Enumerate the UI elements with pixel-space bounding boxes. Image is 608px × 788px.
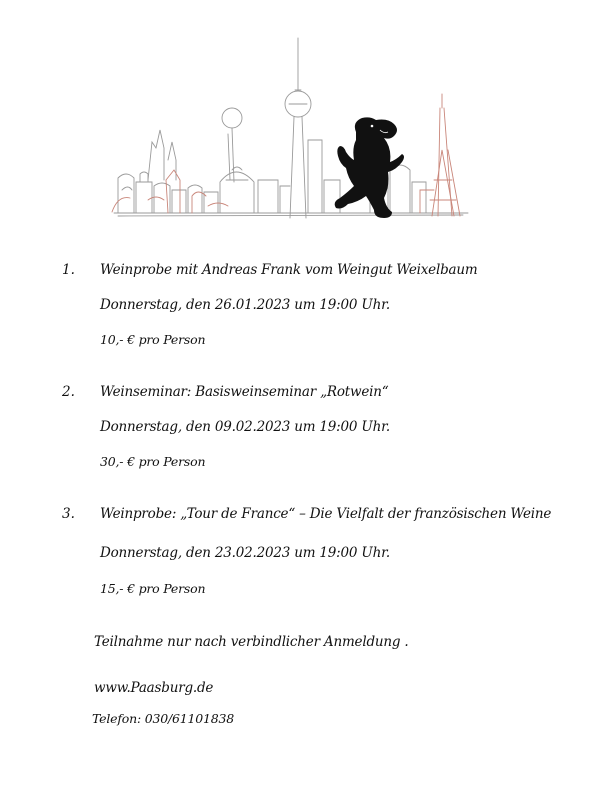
event-date: Donnerstag, den 09.02.2023 um 19:00 Uhr. <box>100 419 390 435</box>
website-link[interactable]: www.Paasburg.de <box>94 680 214 696</box>
phone-number: Telefon: 030/61101838 <box>92 711 235 726</box>
berlin-skyline-illustration <box>108 30 478 225</box>
event-price: 30,- € pro Person <box>100 454 206 469</box>
event-number: 2. <box>62 384 75 400</box>
event-title: Weinseminar: Basisweinseminar „Rotwein“ <box>100 384 389 400</box>
event-number: 1. <box>62 262 75 278</box>
event-number: 3. <box>62 506 75 522</box>
event-price: 15,- € pro Person <box>100 581 206 596</box>
event-price: 10,- € pro Person <box>100 332 206 347</box>
event-title: Weinprobe mit Andreas Frank vom Weingut Weixelbaum <box>100 262 478 278</box>
event-date: Donnerstag, den 23.02.2023 um 19:00 Uhr. <box>100 545 390 561</box>
registration-notice: Teilnahme nur nach verbindlicher Anmeldung . <box>94 634 409 650</box>
event-date: Donnerstag, den 26.01.2023 um 19:00 Uhr. <box>100 297 390 313</box>
berlin-bear-icon <box>335 117 404 218</box>
event-title: Weinprobe: „Tour de France“ – Die Vielfalt der französischen Weine <box>100 506 552 522</box>
